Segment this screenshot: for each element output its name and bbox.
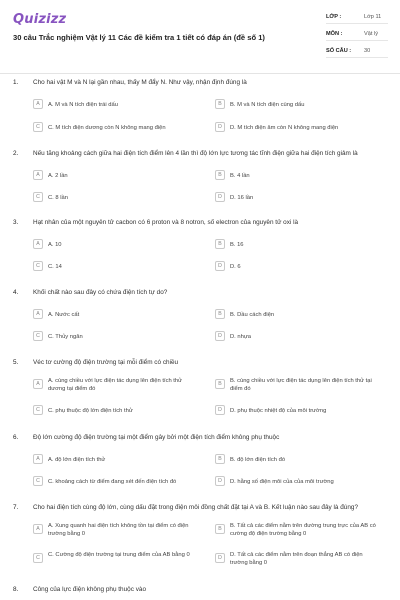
option-letter-box: B bbox=[215, 379, 225, 389]
option-c[interactable] bbox=[33, 402, 193, 419]
option-text: B. Dầu cách điện bbox=[230, 312, 275, 318]
option-letter-box: A bbox=[33, 170, 43, 180]
option-b[interactable] bbox=[215, 451, 375, 468]
meta-subject-label: MÔN : bbox=[326, 31, 343, 37]
question-text: Nếu tăng khoảng cách giữa hai điện tích điểm lên 4 lần thì độ lớn lực tương tác tĩnh điện giữa hai điện tích giảm là bbox=[33, 150, 358, 157]
option-text: D. 16 lần bbox=[230, 195, 254, 201]
option-letter-box: A bbox=[33, 239, 43, 249]
option-letter-box: D bbox=[215, 476, 225, 486]
option-letter-box: A bbox=[33, 454, 43, 464]
question-text: Véc tơ cường độ điện trường tại mỗi điểm có chiều bbox=[33, 359, 179, 366]
question-text: Khối chất nào sau đây có chứa điện tích tự do? bbox=[33, 289, 168, 296]
option-letter-box: D bbox=[215, 405, 225, 415]
option-text: B. 4 lần bbox=[230, 173, 250, 179]
question-number: 6. bbox=[13, 434, 19, 441]
option-letter-box: C bbox=[33, 476, 43, 486]
option-text: B. cùng chiều với lực điện tác dụng lên điện tích thử tại điểm đó bbox=[230, 378, 372, 392]
option-a[interactable] bbox=[33, 236, 193, 253]
option-text: B. M và N tích điện cùng dấu bbox=[230, 102, 305, 108]
option-b[interactable] bbox=[215, 96, 375, 113]
question-number: 7. bbox=[13, 504, 19, 511]
option-letter-box: A bbox=[33, 99, 43, 109]
meta-class-value: Lớp 11 bbox=[364, 14, 382, 20]
option-letter-box: C bbox=[33, 122, 43, 132]
option-text: A. M và N tích điện trái dấu bbox=[48, 102, 118, 108]
option-text: D. phụ thuộc nhiệt độ của môi trường bbox=[230, 408, 327, 414]
option-letter-box: B bbox=[215, 309, 225, 319]
option-letter-box: B bbox=[215, 99, 225, 109]
option-d[interactable] bbox=[215, 328, 375, 345]
question-number: 1. bbox=[13, 79, 19, 86]
option-b[interactable] bbox=[215, 373, 375, 397]
option-letter-box: C bbox=[33, 331, 43, 341]
option-text: C. phụ thuộc độ lớn điện tích thử bbox=[48, 408, 133, 414]
meta-subject-row bbox=[326, 28, 388, 41]
option-d[interactable] bbox=[215, 189, 375, 206]
option-b[interactable] bbox=[215, 167, 375, 184]
option-text: B. độ lớn điện tích đó bbox=[230, 457, 286, 463]
meta-subject-value: Vật lý bbox=[364, 31, 378, 37]
option-letter-box: D bbox=[215, 261, 225, 271]
option-letter-box: A bbox=[33, 379, 43, 389]
question-number: 5. bbox=[13, 359, 19, 366]
option-letter-box: C bbox=[33, 553, 43, 563]
option-text: A. cùng chiều với lực điện tác dụng lên điện tích thử dương tại điểm đó bbox=[48, 378, 183, 392]
option-text: D. Tất cả các điểm nằm trên đoạn thẳng AB có điện trường bằng 0 bbox=[230, 552, 363, 566]
option-text: B. 16 bbox=[230, 242, 244, 248]
option-text: C. Cường độ điện trường tại trung điểm của AB bằng 0 bbox=[48, 552, 190, 558]
option-b[interactable] bbox=[215, 518, 375, 542]
option-text: D. 6 bbox=[230, 264, 241, 270]
meta-count-row bbox=[326, 45, 388, 58]
meta-class-label: LỚP : bbox=[326, 14, 342, 20]
question-number: 8. bbox=[13, 586, 19, 593]
option-c[interactable] bbox=[33, 547, 193, 571]
option-c[interactable] bbox=[33, 473, 193, 490]
option-letter-box: B bbox=[215, 524, 225, 534]
worksheet-header bbox=[0, 0, 400, 74]
option-letter-box: D bbox=[215, 192, 225, 202]
option-letter-box: D bbox=[215, 331, 225, 341]
question-text: Hạt nhân của một nguyên tử cacbon có 6 proton và 8 notron, số electron của nguyên tử oxi là bbox=[33, 219, 299, 226]
question-number: 3. bbox=[13, 219, 19, 226]
option-a[interactable] bbox=[33, 96, 193, 113]
option-b[interactable] bbox=[215, 306, 375, 323]
option-c[interactable] bbox=[33, 258, 193, 275]
option-d[interactable] bbox=[215, 473, 375, 490]
option-text: C. 14 bbox=[48, 264, 62, 270]
option-text: C. M tích điện dương còn N không mang điện bbox=[48, 125, 166, 131]
option-text: D. M tích điện âm còn N không mang điện bbox=[230, 125, 339, 131]
question-number: 4. bbox=[13, 289, 19, 296]
option-text: A. Xung quanh hai điện tích không tồn tại điểm có điện trường bằng 0 bbox=[48, 523, 189, 537]
option-text: A. 2 lần bbox=[48, 173, 68, 179]
meta-class-row bbox=[326, 11, 388, 24]
option-text: A. Nước cất bbox=[48, 312, 80, 318]
option-c[interactable] bbox=[33, 189, 193, 206]
meta-count-label: SỐ CÂU : bbox=[326, 48, 352, 54]
option-letter-box: A bbox=[33, 309, 43, 319]
question-text: Cho hai điện tích cùng độ lớn, cùng dấu đặt trong điện môi đồng chất đặt tại A và B. Kết luận nào sau đây là đúng? bbox=[33, 504, 359, 511]
option-letter-box: C bbox=[33, 192, 43, 202]
option-b[interactable] bbox=[215, 236, 375, 253]
option-d[interactable] bbox=[215, 402, 375, 419]
option-text: C. 8 lần bbox=[48, 195, 68, 201]
worksheet-meta bbox=[326, 11, 388, 62]
option-a[interactable] bbox=[33, 373, 193, 397]
question-text: Công của lực điện không phụ thuộc vào bbox=[33, 586, 146, 593]
question-text: Cho hai vật M và N lại gần nhau, thấy M đẩy N. Như vậy, nhận định đúng là bbox=[33, 79, 247, 86]
option-text: C. khoảng cách từ điểm đang xét đến điện tích đó bbox=[48, 479, 177, 485]
option-text: C. Thủy ngân bbox=[48, 334, 83, 340]
option-letter-box: B bbox=[215, 170, 225, 180]
option-text: D. hằng số điện môi của của môi trường bbox=[230, 479, 334, 485]
option-letter-box: D bbox=[215, 553, 225, 563]
option-d[interactable] bbox=[215, 258, 375, 275]
meta-count-value: 30 bbox=[364, 48, 371, 54]
option-c[interactable] bbox=[33, 328, 193, 345]
option-letter-box: B bbox=[215, 239, 225, 249]
option-c[interactable] bbox=[33, 119, 193, 136]
option-letter-box: C bbox=[33, 405, 43, 415]
question-text: Độ lớn cường độ điện trường tại một điểm gây bởi một điện tích điểm không phụ thuộc bbox=[33, 434, 280, 441]
option-letter-box: B bbox=[215, 454, 225, 464]
option-letter-box: A bbox=[33, 524, 43, 534]
option-text: B. Tất cả các điểm nằm trên đường trung trực của AB có cường độ điện trường bằng 0 bbox=[230, 523, 376, 537]
option-a[interactable] bbox=[33, 306, 193, 323]
option-letter-box: D bbox=[215, 122, 225, 132]
worksheet-title: 30 câu Trắc nghiệm Vật lý 11 Các đề kiểm tra 1 tiết có đáp án (đề số 1) bbox=[13, 33, 265, 42]
option-text: D. nhựa bbox=[230, 334, 251, 340]
option-d[interactable] bbox=[215, 547, 375, 571]
quizizz-logo[interactable]: Quizizz bbox=[13, 12, 67, 27]
question-number: 2. bbox=[13, 150, 19, 157]
option-text: A. độ lớn điện tích thử bbox=[48, 457, 106, 463]
option-text: A. 10 bbox=[48, 242, 62, 248]
option-d[interactable] bbox=[215, 119, 375, 136]
option-a[interactable] bbox=[33, 451, 193, 468]
option-letter-box: C bbox=[33, 261, 43, 271]
option-a[interactable] bbox=[33, 167, 193, 184]
option-a[interactable] bbox=[33, 518, 193, 542]
